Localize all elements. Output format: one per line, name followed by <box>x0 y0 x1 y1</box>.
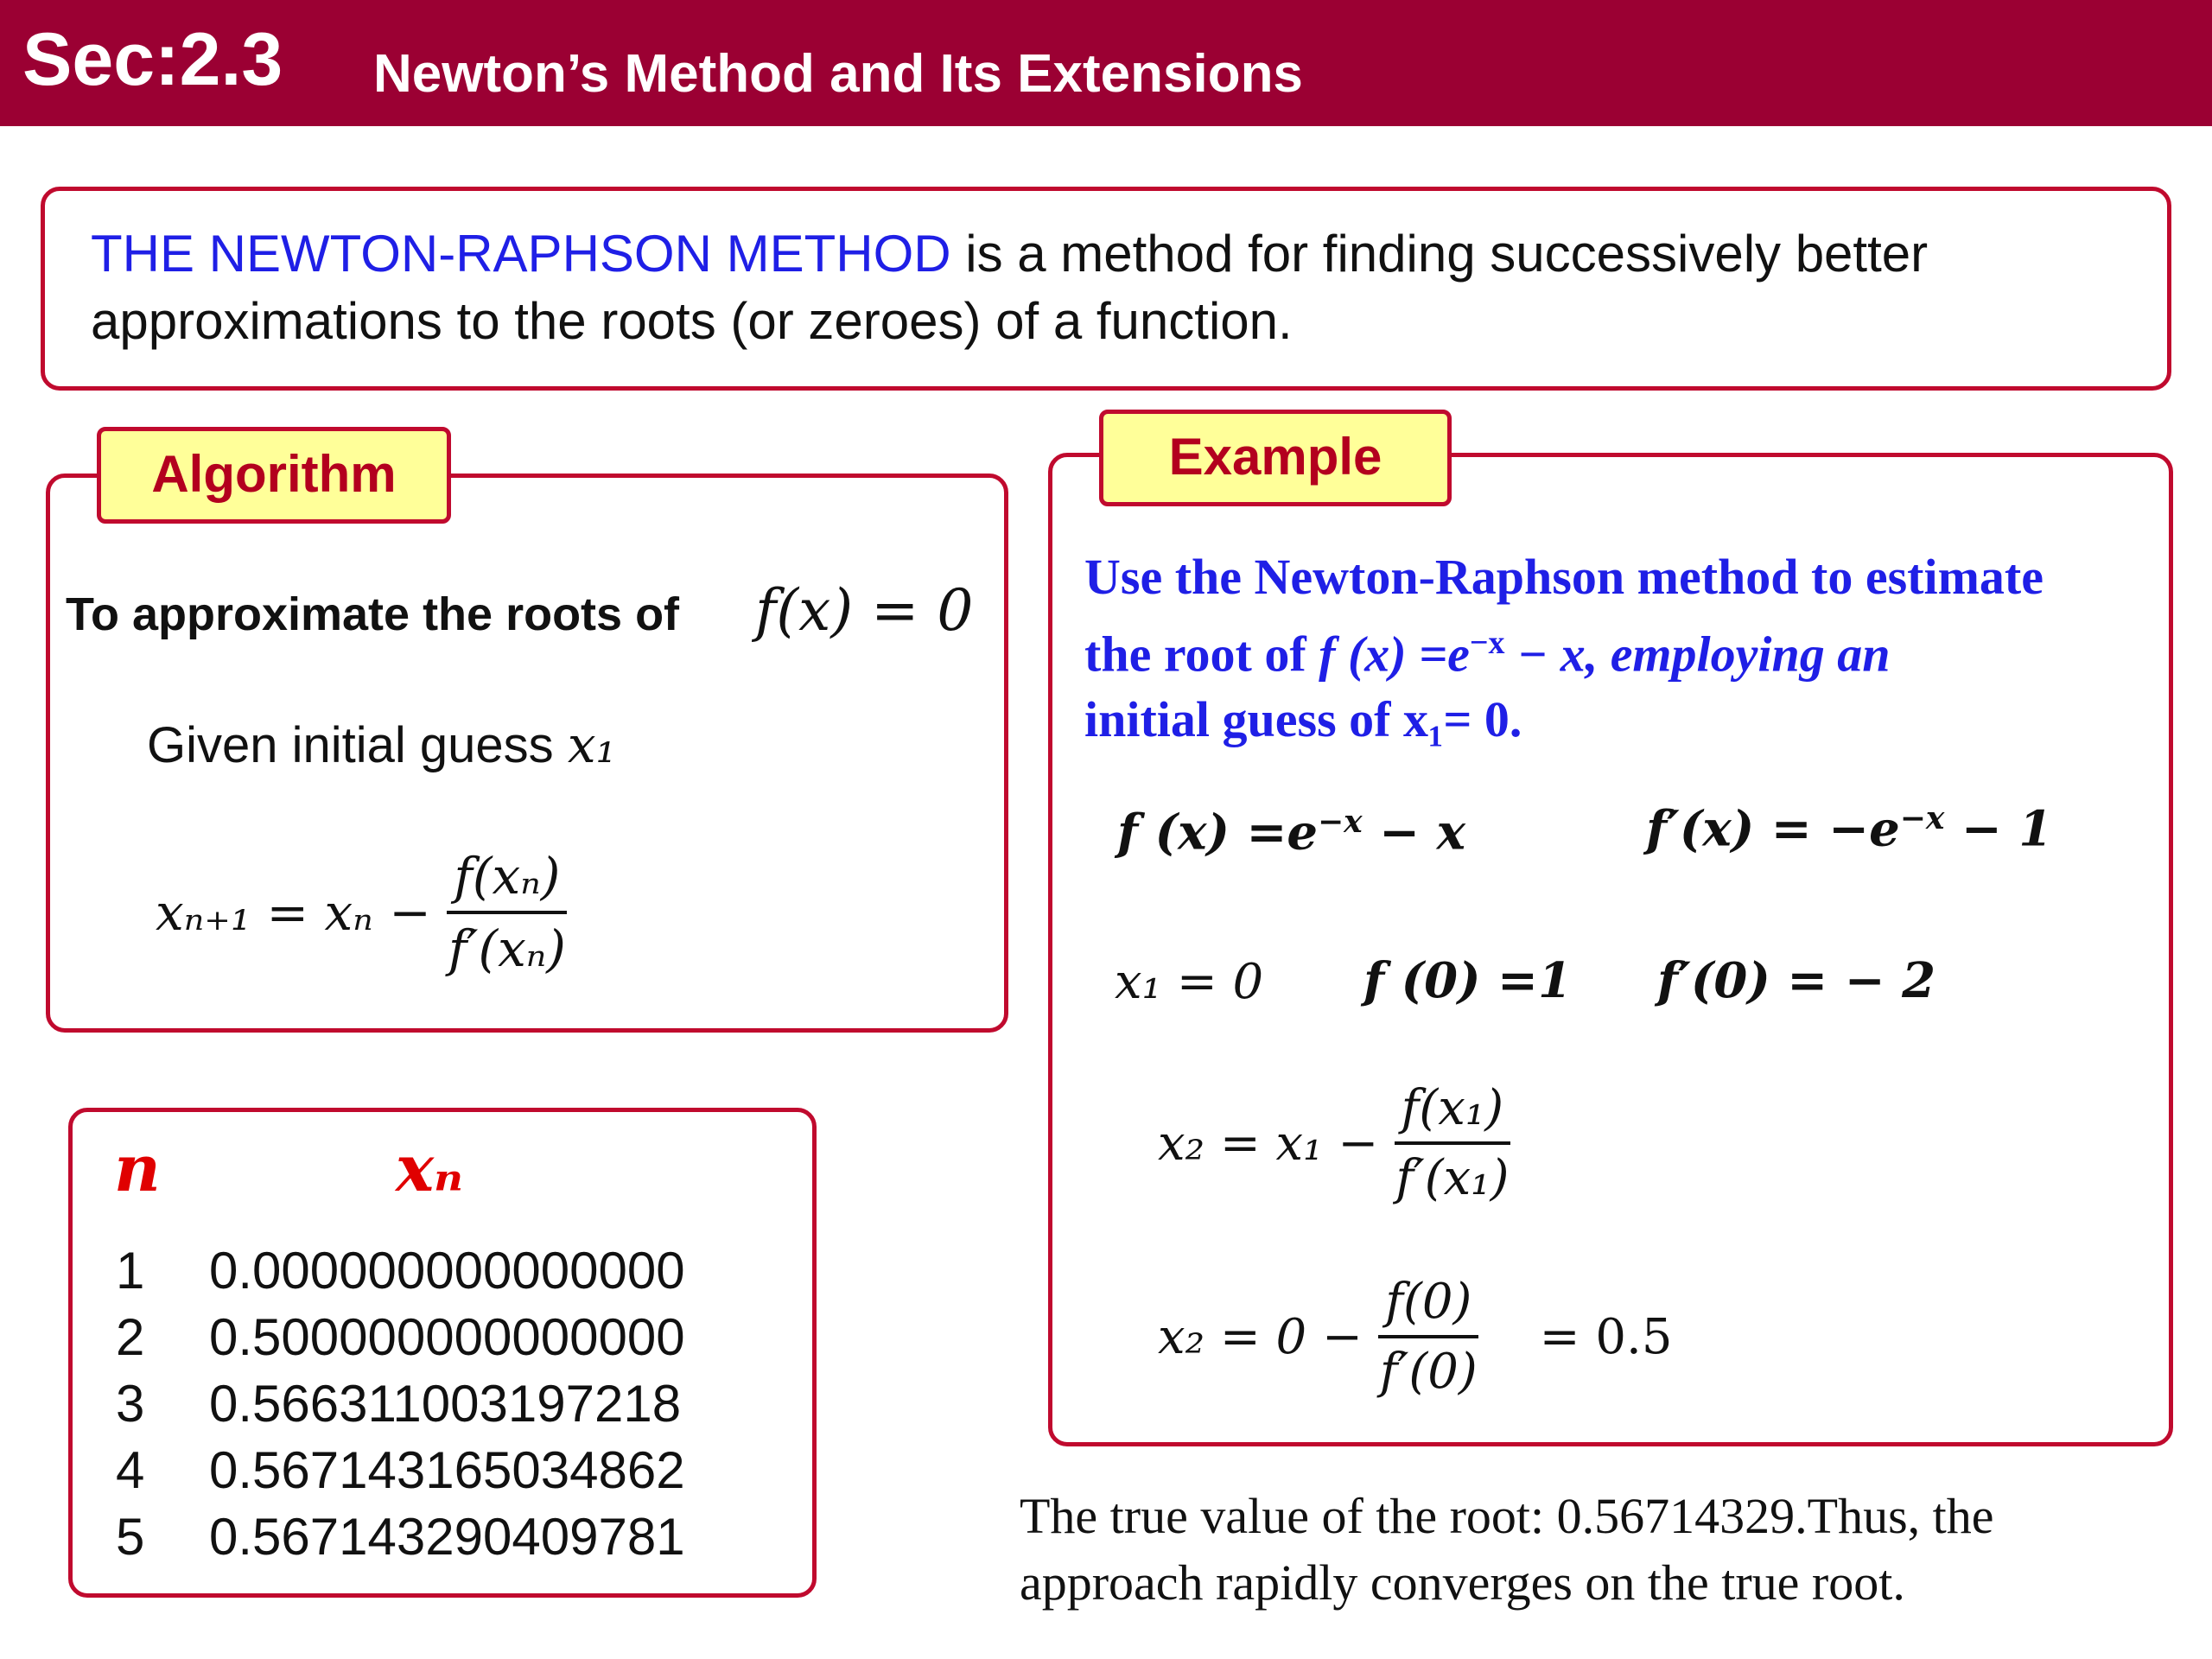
table-cell-n: 5 <box>116 1508 145 1566</box>
newton-formula-denominator: f′(xₙ) <box>448 919 566 978</box>
fprime-definition-exp: −x <box>1899 800 1945 836</box>
x2-formula-numerator: f(x₁) <box>1395 1080 1510 1145</box>
newton-formula-fraction <box>442 847 573 978</box>
example-problem-line3: initial guess of x₁= 0. <box>1084 691 1522 748</box>
table-body <box>116 1237 685 1570</box>
x2-formula-denominator: f′(x₁) <box>1395 1150 1510 1206</box>
x1-value: x₁ = 0 <box>1115 954 1264 1010</box>
example-problem-line1: Use the Newton-Raphson method to estimate <box>1084 549 2044 605</box>
example-problem <box>1084 544 2156 753</box>
newton-formula-lhs: xₙ₊₁ = xₙ − <box>156 883 431 942</box>
initial-guess-var: x₁ <box>567 715 616 774</box>
f-definition <box>1117 804 1465 861</box>
example-problem-exp: −x <box>1469 625 1505 661</box>
definition-text <box>91 220 2147 355</box>
newton-formula <box>156 847 573 978</box>
definition-body: is a method for finding successively better approximations to the roots (or zeroes) of a function. <box>91 225 1929 350</box>
table-cell-x: 0.500000000000000 <box>209 1308 685 1366</box>
table-cell-x: 0.567143290409781 <box>209 1508 685 1566</box>
example-problem-text: the root of <box>1084 626 1319 683</box>
conclusion-line1: The true value of the root: 0.56714329.Thus, the <box>1020 1488 1994 1544</box>
x2-formula <box>1158 1080 1516 1206</box>
x2-calculation-numerator: f(0) <box>1378 1274 1478 1338</box>
table-cell-x: 0.000000000000000 <box>209 1242 685 1300</box>
example-tab: Example <box>1099 410 1452 506</box>
algorithm-prompt: To approximate the roots of <box>66 588 680 640</box>
fprime-definition <box>1646 800 2052 858</box>
table-row <box>116 1370 685 1437</box>
table-row <box>116 1437 685 1503</box>
section-number: Sec:2.3 <box>22 18 283 101</box>
example-problem-line2 <box>1084 610 2156 687</box>
f-definition-rest: − x <box>1362 804 1465 861</box>
table-cell-x: 0.567143165034862 <box>209 1441 685 1499</box>
example-problem-rest: − x, employing an <box>1504 626 1891 683</box>
table-cell-n: 3 <box>116 1375 145 1433</box>
f-definition-exp: −x <box>1318 804 1363 840</box>
table-row <box>116 1503 685 1570</box>
example-problem-fx: f (x) =e <box>1319 626 1470 683</box>
x2-formula-lhs: x₂ = x₁ − <box>1158 1115 1379 1172</box>
conclusion-line2: approach rapidly converges on the true root. <box>1020 1554 1905 1611</box>
x2-formula-fraction <box>1389 1080 1516 1206</box>
method-name: THE NEWTON-RAPHSON METHOD <box>91 225 951 283</box>
x2-calculation-denominator: f′(0) <box>1379 1344 1478 1400</box>
x2-calculation-lhs: x₂ = 0 − <box>1158 1308 1363 1365</box>
table-cell-n: 1 <box>116 1242 145 1300</box>
initial-guess-text <box>147 715 616 774</box>
initial-guess-label: Given initial guess <box>147 717 554 773</box>
table-cell-x: 0.566311003197218 <box>209 1375 682 1433</box>
table-cell-n: 2 <box>116 1308 145 1366</box>
fprime-definition-rest: − 1 <box>1944 800 2053 858</box>
conclusion-text <box>1020 1483 1994 1616</box>
algorithm-equation: f(x) = 0 <box>755 577 974 644</box>
table-header-xn: xₙ <box>396 1132 464 1206</box>
f0-value: f (0) =1 <box>1363 952 1572 1009</box>
table-header-n: n <box>114 1132 161 1206</box>
table-cell-n: 4 <box>116 1441 145 1499</box>
newton-formula-numerator: f(xₙ) <box>447 847 567 914</box>
x2-calculation <box>1158 1274 1672 1400</box>
x2-calculation-result: = 0.5 <box>1539 1308 1673 1365</box>
fprime0-value: f′(0) = − 2 <box>1657 952 1936 1009</box>
fprime-definition-base: f′(x) = −e <box>1646 800 1900 858</box>
table-row <box>116 1304 685 1370</box>
page-title: Newton’s Method and Its Extensions <box>373 44 1303 104</box>
algorithm-tab: Algorithm <box>97 427 451 524</box>
f-definition-base: f (x) =e <box>1117 804 1319 861</box>
x2-calculation-fraction <box>1373 1274 1484 1400</box>
table-row <box>116 1237 685 1304</box>
